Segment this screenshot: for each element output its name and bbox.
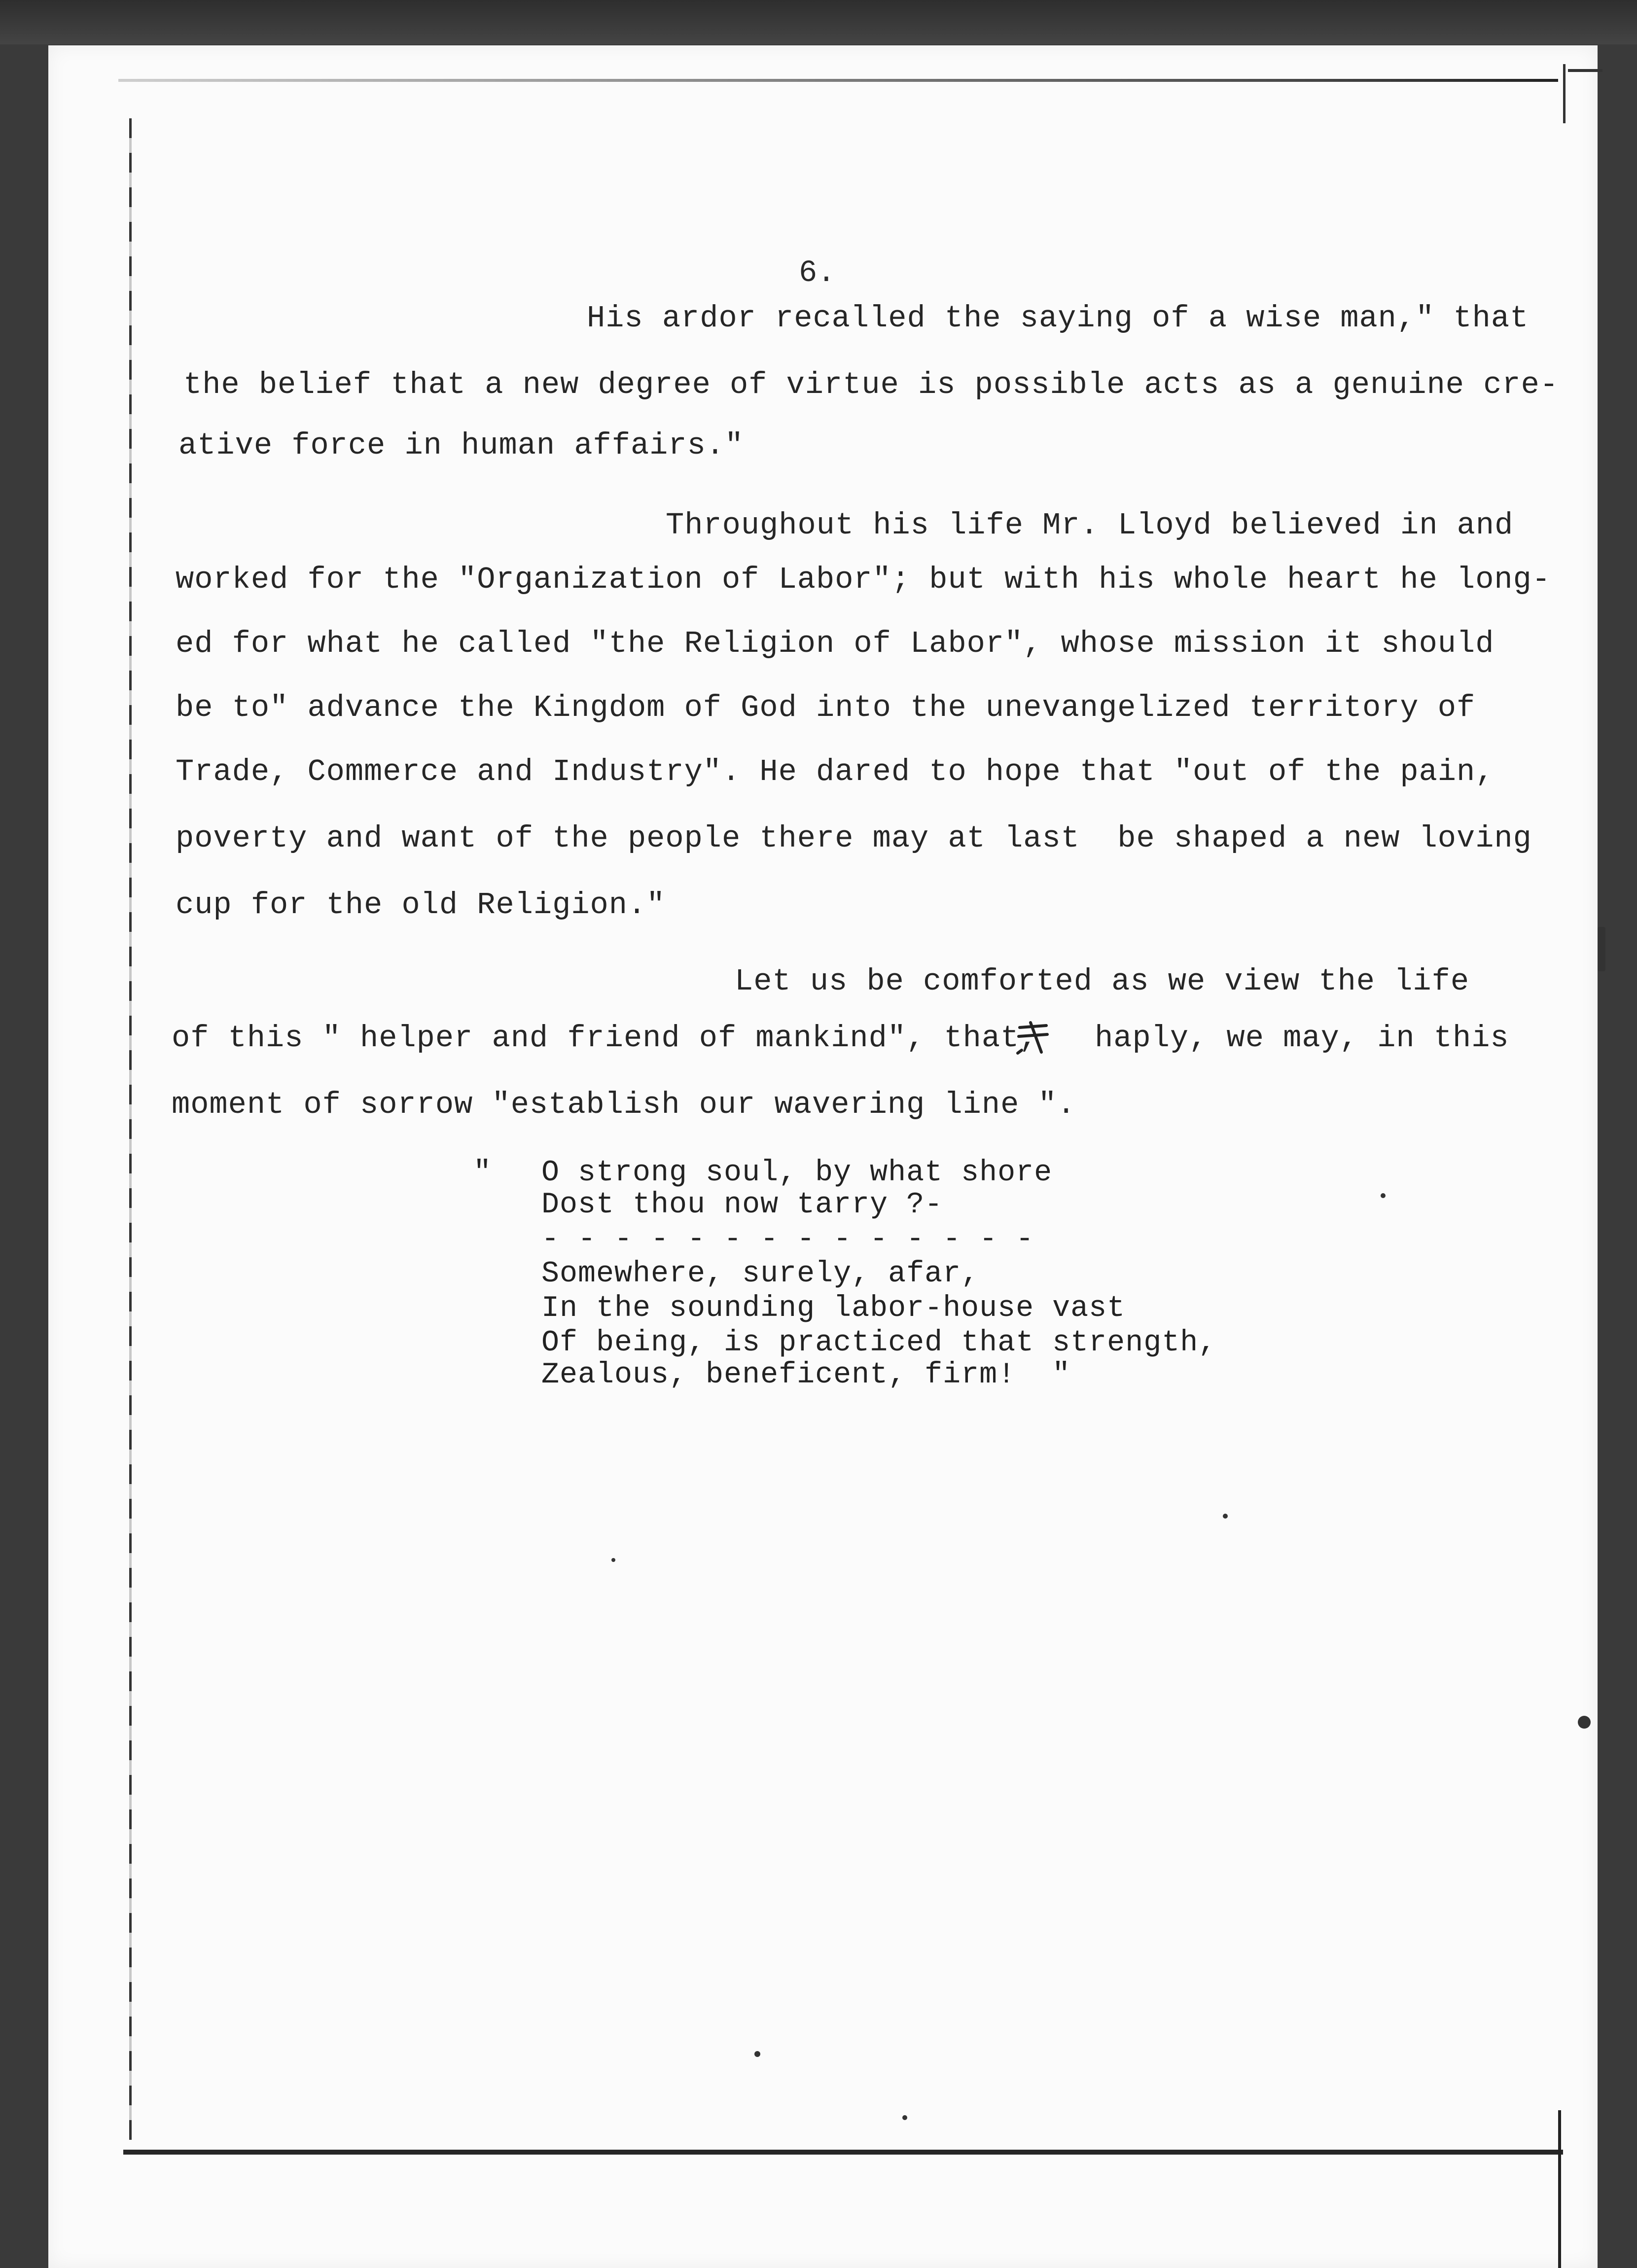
border-tick-top-right [1568,69,1602,72]
scan-speck [902,2115,907,2120]
scan-speck [1598,927,1605,971]
scan-speck [754,2051,760,2057]
paragraph-2-line-7: cup for the old Religion." [176,887,666,922]
paragraph-3-line-3: moment of sorrow "establish our wavering line ". [172,1087,1076,1122]
paragraph-2-line-2: worked for the "Organization of Labor"; but with his whole heart he long- [176,562,1551,597]
paragraph-3-line-1: Let us be comforted as we view the life [735,964,1470,999]
verse-line-6: Zealous, beneficent, firm! " [541,1358,1071,1392]
border-line-top [118,79,1558,82]
paragraph-2-line-1: Throughout his life Mr. Lloyd believed in and [666,508,1514,543]
border-line-left [129,118,132,2140]
paragraph-1-line-3: ative force in human affairs." [178,428,744,463]
scan-speck [611,1558,615,1562]
scan-speck [1578,1716,1591,1729]
page-number: 6. [799,255,836,290]
scan-background [0,0,1637,44]
paragraph-1-line-2: the belief that a new degree of virtue is possible acts as a genuine cre- [183,367,1559,402]
border-tick-right [1563,64,1566,123]
paragraph-2-line-4: be to" advance the Kingdom of God into the unevangelized territory of [176,690,1476,725]
verse-line-4: In the sounding labor-house vast [541,1292,1126,1325]
verse-separator: - - - - - - - - - - - - - - [541,1223,1034,1256]
paragraph-3-line-2: of this " helper and friend of mankind", that, haply, we may, in this [172,1021,1509,1056]
paragraph-2-line-5: Trade, Commerce and Industry". He dared to hope that "out of the pain, [176,754,1495,789]
scan-speck [1223,1514,1228,1519]
verse-line-2: Dost thou now tarry ?- [541,1188,943,1222]
paragraph-2-line-6: poverty and want of the people there may at last be shaped a new loving [176,821,1532,856]
border-line-right [1558,2110,1561,2268]
paragraph-2-line-3: ed for what he called "the Religion of Labor", whose mission it should [176,626,1495,661]
verse-open-quote: " [473,1156,492,1190]
verse-line-5: Of being, is practiced that strength, [541,1326,1217,1360]
handwritten-correction-mark [1016,1021,1050,1055]
paragraph-1-line-1: His ardor recalled the saying of a wise man," that [587,301,1529,336]
scan-speck [1381,1193,1386,1198]
verse-line-3: Somewhere, surely, afar, [541,1257,980,1291]
border-line-bottom [123,2150,1563,2155]
verse-line-1: O strong soul, by what shore [541,1156,1053,1190]
